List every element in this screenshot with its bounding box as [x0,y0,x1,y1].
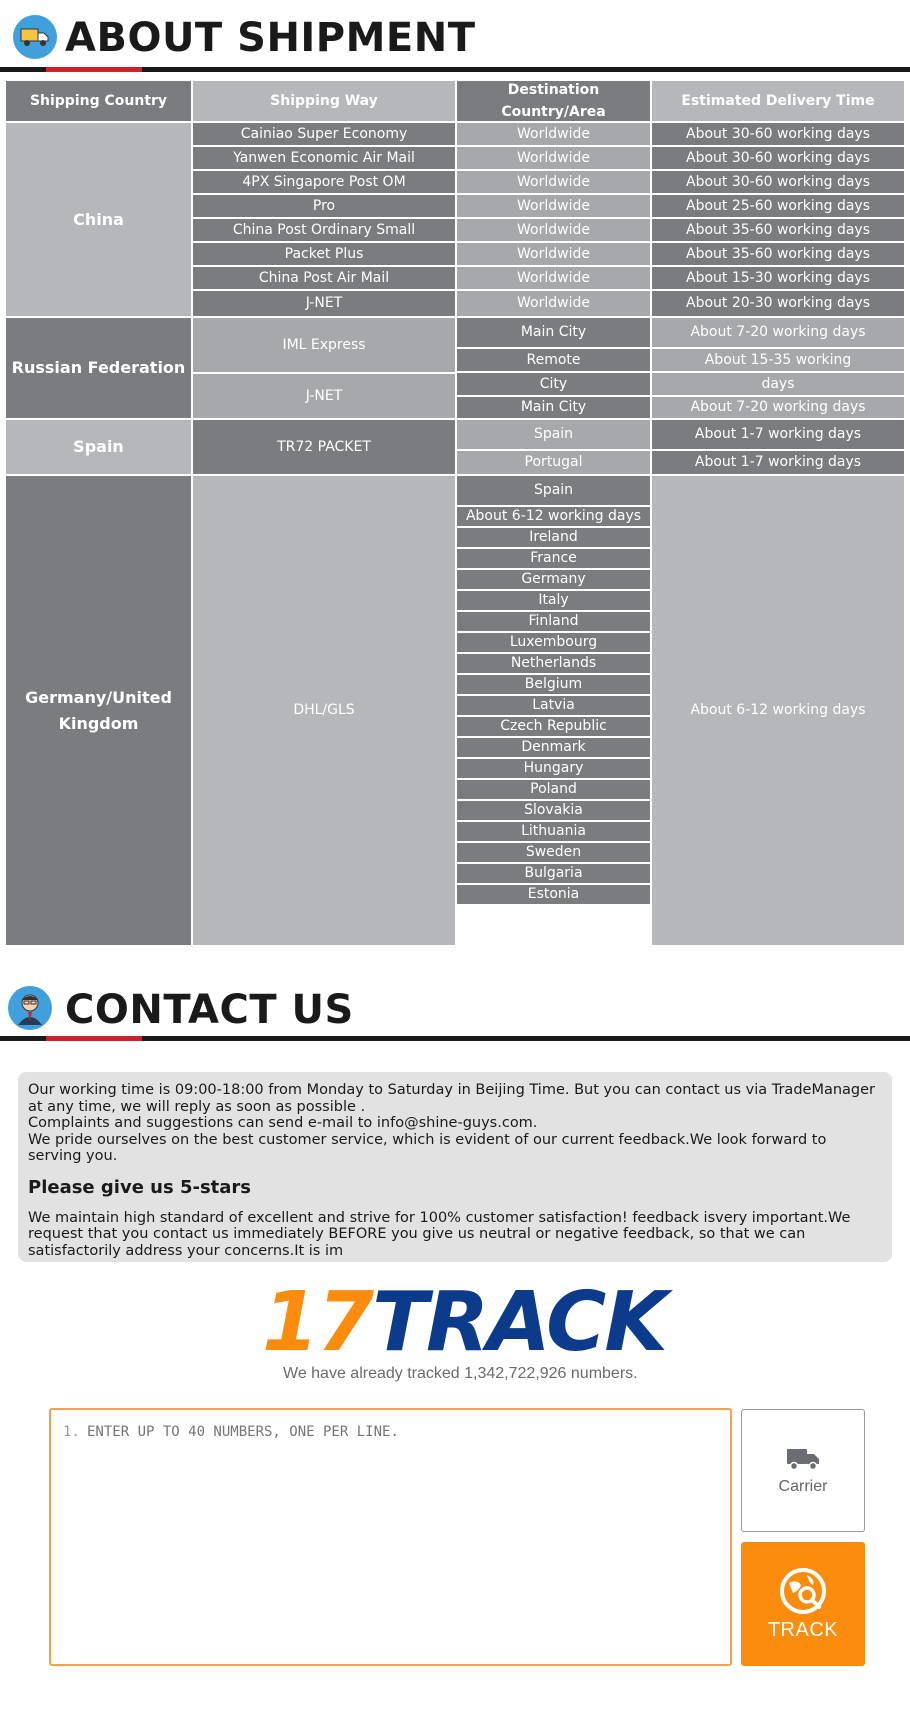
germany-destination-list [457,476,650,945]
dest-row: Italy [457,591,650,610]
contact-title: CONTACT US [65,987,354,1033]
time-row: About 35-60 working days [652,243,904,265]
dest-row: Belgium [457,675,650,694]
time-row: About 15-30 working days [652,267,904,289]
truck-icon [785,1446,821,1472]
track-button[interactable] [741,1542,865,1666]
dest-row: Germany [457,570,650,589]
way-row: J-NET [193,291,455,316]
five-stars-heading: Please give us 5-stars [28,1176,252,1198]
header-shipping-country: Shipping Country [6,81,191,121]
time-row: About 25-60 working days [652,195,904,217]
shipment-truck-icon [13,15,57,59]
dest-row: Latvia [457,696,650,715]
carrier-label: Carrier [778,1477,828,1495]
dest-row: Portugal [457,451,650,474]
tracked-count-text: We have already tracked 1,342,722,926 numbers. [283,1365,638,1382]
dest-row: Ireland [457,528,650,547]
globe-search-icon [779,1567,827,1615]
time-row: About 30-60 working days [652,147,904,169]
time-row: About 1-7 working days [652,451,904,474]
dest-row: Remote [457,349,650,371]
carrier-button[interactable] [741,1409,865,1532]
way-row: Cainiao Super Economy [193,123,455,145]
dest-row: Bulgaria [457,864,650,883]
dest-row: Main City [457,397,650,418]
feedback-text: We maintain high standard of excellent and strive for 100% customer satisfaction! feedback isvery important.We request that you contact us immediately BEFORE you give us neutral or negative feedback, so that we can satisfactorily address your concerns.It is im [28,1209,851,1259]
dest-row: Hungary [457,759,650,778]
dest-row: Lithuania [457,822,650,841]
way-row: Packet Plus [193,243,455,265]
tracking-numbers-textarea[interactable] [87,1418,717,1660]
17track-logo [262,1275,666,1370]
dest-row: Worldwide [457,267,650,289]
dest-row: Spain [457,420,650,449]
dest-row: Denmark [457,738,650,757]
time-row: About 35-60 working days [652,219,904,241]
line-number: 1. [63,1424,80,1440]
country-germany-uk: Germany/United Kingdom [6,476,191,945]
country-china: China [6,123,191,316]
dest-row: Spain [457,476,650,505]
dest-row: France [457,549,650,568]
time-row: About 1-7 working days [652,420,904,449]
working-time-text: Our working time is 09:00-18:00 from Monday to Saturday in Beijing Time. But you can contact us via TradeManager at any time, we will reply as soon as possible . [28,1082,876,1115]
way-row: J-NET [193,374,455,418]
dest-row: Worldwide [457,195,650,217]
header-shipping-way: Shipping Way [193,81,455,121]
dest-row: Worldwide [457,147,650,169]
dest-row: Slovakia [457,801,650,820]
country-russia: Russian Federation [6,318,191,418]
way-row: TR72 PACKET [193,420,455,474]
dest-row: Main City [457,318,650,347]
dest-row: Worldwide [457,123,650,145]
dest-row: Worldwide [457,243,650,265]
country-spain: Spain [6,420,191,474]
way-row: IML Express [193,318,455,372]
dest-row: Sweden [457,843,650,862]
tracking-number-input-box[interactable] [49,1408,732,1666]
dest-row: Estonia [457,885,650,904]
way-row: Pro [193,195,455,217]
contact-divider-accent [46,1036,142,1041]
dest-row: Worldwide [457,219,650,241]
track-label: TRACK [767,1618,839,1641]
dest-row: About 6-12 working days [457,507,650,526]
dest-row: Czech Republic [457,717,650,736]
way-row: Yanwen Economic Air Mail [193,147,455,169]
dest-row: Worldwide [457,291,650,316]
dest-row: Finland [457,612,650,631]
dest-row: Luxembourg [457,633,650,652]
way-row: China Post Ordinary Small [193,219,455,241]
header-delivery-time: Estimated Delivery Time [652,81,904,121]
complaints-text: Complaints and suggestions can send e-mail to info@shine-guys.com. [28,1115,538,1131]
dest-row: Worldwide [457,171,650,193]
time-row: About 30-60 working days [652,171,904,193]
logo-number: 17 [262,1275,373,1370]
time-row: About 30-60 working days [652,123,904,145]
shipment-title: ABOUT SHIPMENT [65,15,476,61]
time-row: days [652,373,904,395]
shipment-divider-accent [46,67,142,72]
header-destination: Destination Country/Area [457,81,650,121]
time-row: About 7-20 working days [652,397,904,418]
way-row: 4PX Singapore Post OM [193,171,455,193]
way-row: DHL/GLS [193,476,455,945]
logo-word: TRACK [372,1275,666,1370]
contact-person-icon [8,986,52,1030]
way-row: China Post Air Mail [193,267,455,289]
time-row: About 6-12 working days [652,476,904,945]
dest-row: Netherlands [457,654,650,673]
dest-row: Poland [457,780,650,799]
dest-row: City [457,373,650,395]
time-row: About 15-35 working [652,349,904,371]
contact-info-box [18,1072,892,1262]
customer-service-text: We pride ourselves on the best customer service, which is evident of our current feedback.We look forward to serving you. [28,1131,827,1164]
time-row: About 20-30 working days [652,291,904,316]
time-row: About 7-20 working days [652,318,904,347]
